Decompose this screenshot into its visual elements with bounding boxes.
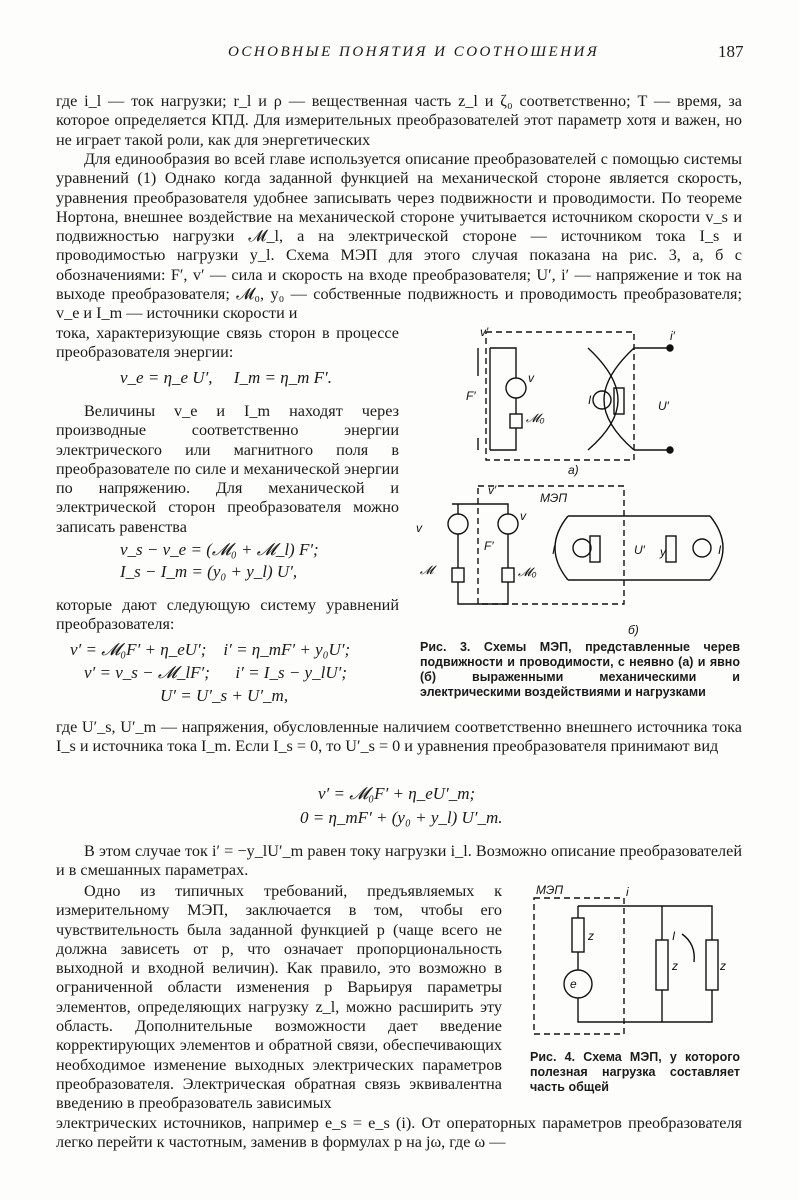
paragraph-2-continuation: тока, характеризующие связь сторон в процессе преобразователя энергии: xyxy=(56,324,399,362)
svg-text:I: I xyxy=(588,393,592,407)
paragraph-1: где i_l — ток нагрузки; r_l и ρ — вещественная часть z_l и ζ₀ соответственно; T — время, за которое определяется КПД. Для измерительных преобразователей этот параметр хотя и важен, но не играет такой роли, как для энергетических xyxy=(56,92,742,149)
paragraph-2: Для единообразия во всей главе используется описание преобразователей с помощью системы уравнений (1) Однако когда заданной функцией на механической стороне является скорость, уравнения преобразователя удобнее записывать через подвижности и проводимости. По теореме Нортона, внешнее воздействие на механической стороне учитывается источником скорости v_s и подвижностью нагрузки 𝓜_l, а на электрической стороне — источником тока I_s и проводимостью нагрузки y_l. Схема МЭП для этого случая показана на рис. 3, а, б с обозначениями: F′, v′ — сила и скорость на входе преобразователя; U′, i′ — напряжение и ток на выходе преобразователя; 𝓜₀, y₀ — собственные подвижность и проводимость преобразователя; v_e и I_m — источники скорости и xyxy=(56,150,743,323)
svg-text:F′: F′ xyxy=(466,389,476,403)
svg-text:F′: F′ xyxy=(484,539,494,553)
paragraph-4: которые дают следующую систему уравнений преобразователя: xyxy=(56,596,399,634)
svg-text:z: z xyxy=(720,959,726,973)
running-title: ОСНОВНЫЕ ПОНЯТИЯ И СООТНОШЕНИЯ xyxy=(228,44,600,60)
figure-4-labels xyxy=(536,883,726,991)
equation-3c: U′ = U′_s + U′_m, xyxy=(160,686,289,705)
svg-text:e: e xyxy=(570,977,577,991)
svg-text:v: v xyxy=(528,371,534,385)
figure-4-schematic xyxy=(534,898,718,1034)
svg-text:I: I xyxy=(718,543,722,557)
page-number: 187 xyxy=(718,42,744,61)
running-header xyxy=(0,44,799,68)
paragraph-7: Одно из типичных требований, предъявляемых к измерительному МЭП, заключается в том, чтобы его чувствительность была заданной функцией p (чаще всего не должна зависеть от p, что означает пропорциональность выходной и входной величин). Как правило, это возможно в ограниченной области изменения p Варьируя параметры элементов, определяющих нагрузку z_l, можно расширить эту область. Дополнительные возможности дает введение корректирующих элементов и обратной связи, обеспечивающих необходимое изменение выходных электрических параметров преобразователя. Электрическая обратная связь эквивалентна введению в преобразователь зависимых xyxy=(56,882,502,1113)
svg-text:v′: v′ xyxy=(480,325,489,339)
equation-1: v_e = η_e U′, I_m = η_m F′. xyxy=(120,368,333,387)
svg-text:v′: v′ xyxy=(488,483,497,497)
svg-text:i: i xyxy=(626,885,629,899)
equation-2b: I_s − I_m = (y₀ + y_l) U′, xyxy=(120,562,298,581)
svg-text:𝓜₀: 𝓜₀ xyxy=(518,565,537,579)
figure-3-caption: Рис. 3. Схемы МЭП, представленные черев подвижности и проводимости, с неявно (а) и явно (б) выраженными механическими и электрическими воздействиями и нагрузками xyxy=(420,640,740,699)
equation-3a: v′ = 𝓜₀F′ + η_eU′; i′ = η_mF′ + y₀U′; xyxy=(70,640,351,659)
figure-3 xyxy=(408,318,748,638)
svg-text:z: z xyxy=(588,929,594,943)
svg-text:U′: U′ xyxy=(658,399,669,413)
svg-text:I: I xyxy=(552,543,556,557)
paragraph-6: В этом случае ток i′ = −y_lU′_m равен току нагрузки i_l. Возможно описание преобразователей и в смешанных параметрах. xyxy=(56,842,742,880)
equation-4b: 0 = η_mF′ + (y₀ + y_l) U′_m. xyxy=(300,808,503,827)
svg-text:б): б) xyxy=(628,623,639,637)
figure-3a-schematic xyxy=(478,332,673,460)
svg-text:𝓜: 𝓜 xyxy=(420,563,434,577)
svg-text:i′: i′ xyxy=(670,329,675,343)
svg-text:U′: U′ xyxy=(634,543,645,557)
svg-text:y: y xyxy=(660,545,666,559)
svg-text:МЭП: МЭП xyxy=(540,491,568,505)
equation-4a: v′ = 𝓜₀F′ + η_eU′_m; xyxy=(318,784,476,803)
paragraph-3: Величины v_e и I_m находят через производные соответственно энергии электрического или магнитного поля в преобразователе по силе и механической энергии по напряжению. Для механической и электрической сторон преобразователя можно записать равенства xyxy=(56,402,399,536)
equation-2a: v_s − v_e = (𝓜₀ + 𝓜_l) F′; xyxy=(120,540,319,559)
paragraph-5: где U′_s, U′_m — напряжения, обусловленные наличием соответственно внешнего источника тока I_s и источника тока I_m. Если I_s = 0, то U′_s = 0 и уравнения преобразователя принимают вид xyxy=(56,718,742,756)
paragraph-7-continuation: электрических источников, например e_s = e_s (i). От операторных параметров преобразователя легко перейти к частотным, заменив в формулах p на jω, где ω — xyxy=(56,1114,742,1152)
figure-4-caption: Рис. 4. Схема МЭП, у которого полезная нагрузка составляет часть общей xyxy=(530,1050,740,1094)
svg-text:МЭП: МЭП xyxy=(536,883,564,897)
figure-4 xyxy=(522,878,732,1048)
equation-3b: v′ = v_s − 𝓜_lF′; i′ = I_s − y_lU′; xyxy=(84,663,347,682)
svg-text:I: I xyxy=(672,929,676,943)
svg-text:v: v xyxy=(416,521,422,535)
svg-text:𝓜₀: 𝓜₀ xyxy=(526,411,545,425)
svg-text:v: v xyxy=(520,509,526,523)
svg-text:z: z xyxy=(672,959,678,973)
svg-text:а): а) xyxy=(568,463,579,477)
